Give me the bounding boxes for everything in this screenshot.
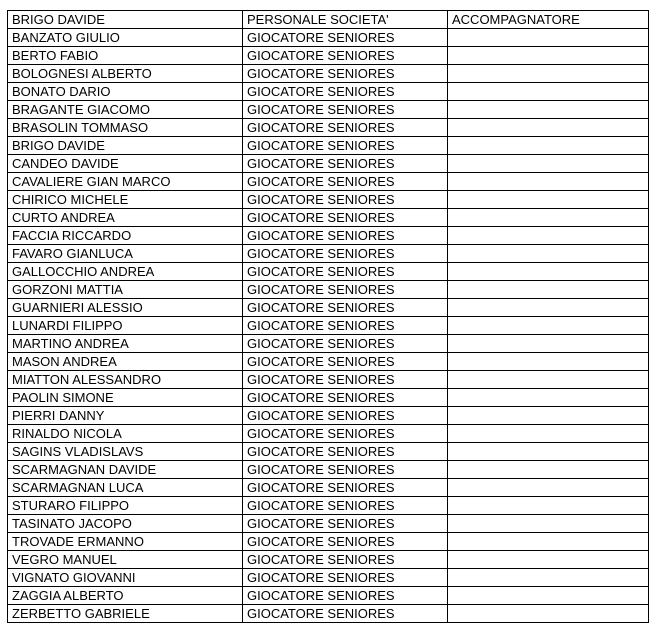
table-row <box>8 65 649 83</box>
player-name-cell: VEGRO MANUEL <box>8 551 243 569</box>
player-name-cell: SCARMAGNAN DAVIDE <box>8 461 243 479</box>
player-function-cell <box>448 47 649 65</box>
table-row <box>8 263 649 281</box>
player-function-cell <box>448 191 649 209</box>
table-row <box>8 299 649 317</box>
table-row <box>8 281 649 299</box>
player-name-cell: CURTO ANDREA <box>8 209 243 227</box>
player-role-cell: GIOCATORE SENIORES <box>243 83 448 101</box>
player-name-cell: BONATO DARIO <box>8 83 243 101</box>
player-function-cell <box>448 605 649 623</box>
table-row <box>8 353 649 371</box>
table-row <box>8 479 649 497</box>
player-name-cell: SAGINS VLADISLAVS <box>8 443 243 461</box>
staff-row <box>8 11 649 29</box>
player-name-cell: FAVARO GIANLUCA <box>8 245 243 263</box>
player-function-cell <box>448 209 649 227</box>
player-name-cell: PIERRI DANNY <box>8 407 243 425</box>
table-row <box>8 47 649 65</box>
player-function-cell <box>448 83 649 101</box>
player-function-cell <box>448 227 649 245</box>
player-name-cell: GORZONI MATTIA <box>8 281 243 299</box>
player-role-cell: GIOCATORE SENIORES <box>243 353 448 371</box>
table-row <box>8 497 649 515</box>
table-row <box>8 389 649 407</box>
player-role-cell: GIOCATORE SENIORES <box>243 551 448 569</box>
player-name-cell: BRAGANTE GIACOMO <box>8 101 243 119</box>
player-role-cell: GIOCATORE SENIORES <box>243 317 448 335</box>
player-function-cell <box>448 317 649 335</box>
table-row <box>8 29 649 47</box>
table-row <box>8 101 649 119</box>
player-function-cell <box>448 119 649 137</box>
player-function-cell <box>448 497 649 515</box>
staff-name-cell: BRIGO DAVIDE <box>8 11 243 29</box>
player-name-cell: MIATTON ALESSANDRO <box>8 371 243 389</box>
staff-function-cell: ACCOMPAGNATORE <box>448 11 649 29</box>
player-name-cell: VIGNATO GIOVANNI <box>8 569 243 587</box>
player-role-cell: GIOCATORE SENIORES <box>243 407 448 425</box>
player-function-cell <box>448 173 649 191</box>
player-name-cell: GALLOCCHIO ANDREA <box>8 263 243 281</box>
player-role-cell: GIOCATORE SENIORES <box>243 155 448 173</box>
player-role-cell: GIOCATORE SENIORES <box>243 371 448 389</box>
player-function-cell <box>448 389 649 407</box>
player-function-cell <box>448 101 649 119</box>
player-role-cell: GIOCATORE SENIORES <box>243 533 448 551</box>
player-role-cell: GIOCATORE SENIORES <box>243 173 448 191</box>
player-role-cell: GIOCATORE SENIORES <box>243 29 448 47</box>
table-row <box>8 335 649 353</box>
player-role-cell: GIOCATORE SENIORES <box>243 425 448 443</box>
player-role-cell: GIOCATORE SENIORES <box>243 263 448 281</box>
player-function-cell <box>448 245 649 263</box>
player-name-cell: STURARO FILIPPO <box>8 497 243 515</box>
table-row <box>8 173 649 191</box>
table-row <box>8 245 649 263</box>
player-name-cell: RINALDO NICOLA <box>8 425 243 443</box>
table-row <box>8 587 649 605</box>
player-function-cell <box>448 479 649 497</box>
player-role-cell: GIOCATORE SENIORES <box>243 479 448 497</box>
player-name-cell: ZAGGIA ALBERTO <box>8 587 243 605</box>
player-function-cell <box>448 515 649 533</box>
table-row <box>8 317 649 335</box>
player-function-cell <box>448 533 649 551</box>
player-role-cell: GIOCATORE SENIORES <box>243 443 448 461</box>
player-name-cell: GUARNIERI ALESSIO <box>8 299 243 317</box>
player-name-cell: CANDEO DAVIDE <box>8 155 243 173</box>
player-role-cell: GIOCATORE SENIORES <box>243 65 448 83</box>
player-name-cell: PAOLIN SIMONE <box>8 389 243 407</box>
player-role-cell: GIOCATORE SENIORES <box>243 515 448 533</box>
table-row <box>8 533 649 551</box>
player-role-cell: GIOCATORE SENIORES <box>243 281 448 299</box>
player-function-cell <box>448 407 649 425</box>
table-row <box>8 191 649 209</box>
player-name-cell: BERTO FABIO <box>8 47 243 65</box>
table-row <box>8 569 649 587</box>
player-function-cell <box>448 425 649 443</box>
player-name-cell: FACCIA RICCARDO <box>8 227 243 245</box>
player-name-cell: LUNARDI FILIPPO <box>8 317 243 335</box>
table-row <box>8 605 649 623</box>
player-role-cell: GIOCATORE SENIORES <box>243 119 448 137</box>
player-function-cell <box>448 569 649 587</box>
table-row <box>8 227 649 245</box>
staff-role-cell: PERSONALE SOCIETA' <box>243 11 448 29</box>
player-name-cell: ZERBETTO GABRIELE <box>8 605 243 623</box>
player-role-cell: GIOCATORE SENIORES <box>243 497 448 515</box>
table-row <box>8 371 649 389</box>
player-name-cell: SCARMAGNAN LUCA <box>8 479 243 497</box>
player-role-cell: GIOCATORE SENIORES <box>243 389 448 407</box>
player-function-cell <box>448 551 649 569</box>
player-function-cell <box>448 335 649 353</box>
player-name-cell: MASON ANDREA <box>8 353 243 371</box>
player-role-cell: GIOCATORE SENIORES <box>243 209 448 227</box>
table-row <box>8 407 649 425</box>
table-row <box>8 461 649 479</box>
player-role-cell: GIOCATORE SENIORES <box>243 245 448 263</box>
table-row <box>8 551 649 569</box>
player-name-cell: BOLOGNESI ALBERTO <box>8 65 243 83</box>
player-function-cell <box>448 263 649 281</box>
player-function-cell <box>448 353 649 371</box>
player-role-cell: GIOCATORE SENIORES <box>243 47 448 65</box>
table-row <box>8 155 649 173</box>
player-function-cell <box>448 281 649 299</box>
player-role-cell: GIOCATORE SENIORES <box>243 299 448 317</box>
player-role-cell: GIOCATORE SENIORES <box>243 605 448 623</box>
player-role-cell: GIOCATORE SENIORES <box>243 569 448 587</box>
roster-body <box>8 11 649 623</box>
player-role-cell: GIOCATORE SENIORES <box>243 191 448 209</box>
player-name-cell: TASINATO JACOPO <box>8 515 243 533</box>
player-name-cell: MARTINO ANDREA <box>8 335 243 353</box>
table-row <box>8 209 649 227</box>
player-name-cell: BRASOLIN TOMMASO <box>8 119 243 137</box>
player-function-cell <box>448 65 649 83</box>
player-role-cell: GIOCATORE SENIORES <box>243 335 448 353</box>
player-function-cell <box>448 371 649 389</box>
player-function-cell <box>448 443 649 461</box>
player-function-cell <box>448 299 649 317</box>
player-role-cell: GIOCATORE SENIORES <box>243 101 448 119</box>
player-function-cell <box>448 587 649 605</box>
table-row <box>8 119 649 137</box>
player-role-cell: GIOCATORE SENIORES <box>243 137 448 155</box>
player-role-cell: GIOCATORE SENIORES <box>243 461 448 479</box>
player-name-cell: BANZATO GIULIO <box>8 29 243 47</box>
table-row <box>8 443 649 461</box>
player-function-cell <box>448 155 649 173</box>
table-row <box>8 83 649 101</box>
player-name-cell: CHIRICO MICHELE <box>8 191 243 209</box>
table-row <box>8 425 649 443</box>
player-name-cell: TROVADE ERMANNO <box>8 533 243 551</box>
table-row <box>8 137 649 155</box>
player-name-cell: BRIGO DAVIDE <box>8 137 243 155</box>
player-role-cell: GIOCATORE SENIORES <box>243 587 448 605</box>
table-row <box>8 515 649 533</box>
player-role-cell: GIOCATORE SENIORES <box>243 227 448 245</box>
player-name-cell: CAVALIERE GIAN MARCO <box>8 173 243 191</box>
player-function-cell <box>448 29 649 47</box>
player-function-cell <box>448 137 649 155</box>
roster-table <box>7 10 649 623</box>
player-function-cell <box>448 461 649 479</box>
